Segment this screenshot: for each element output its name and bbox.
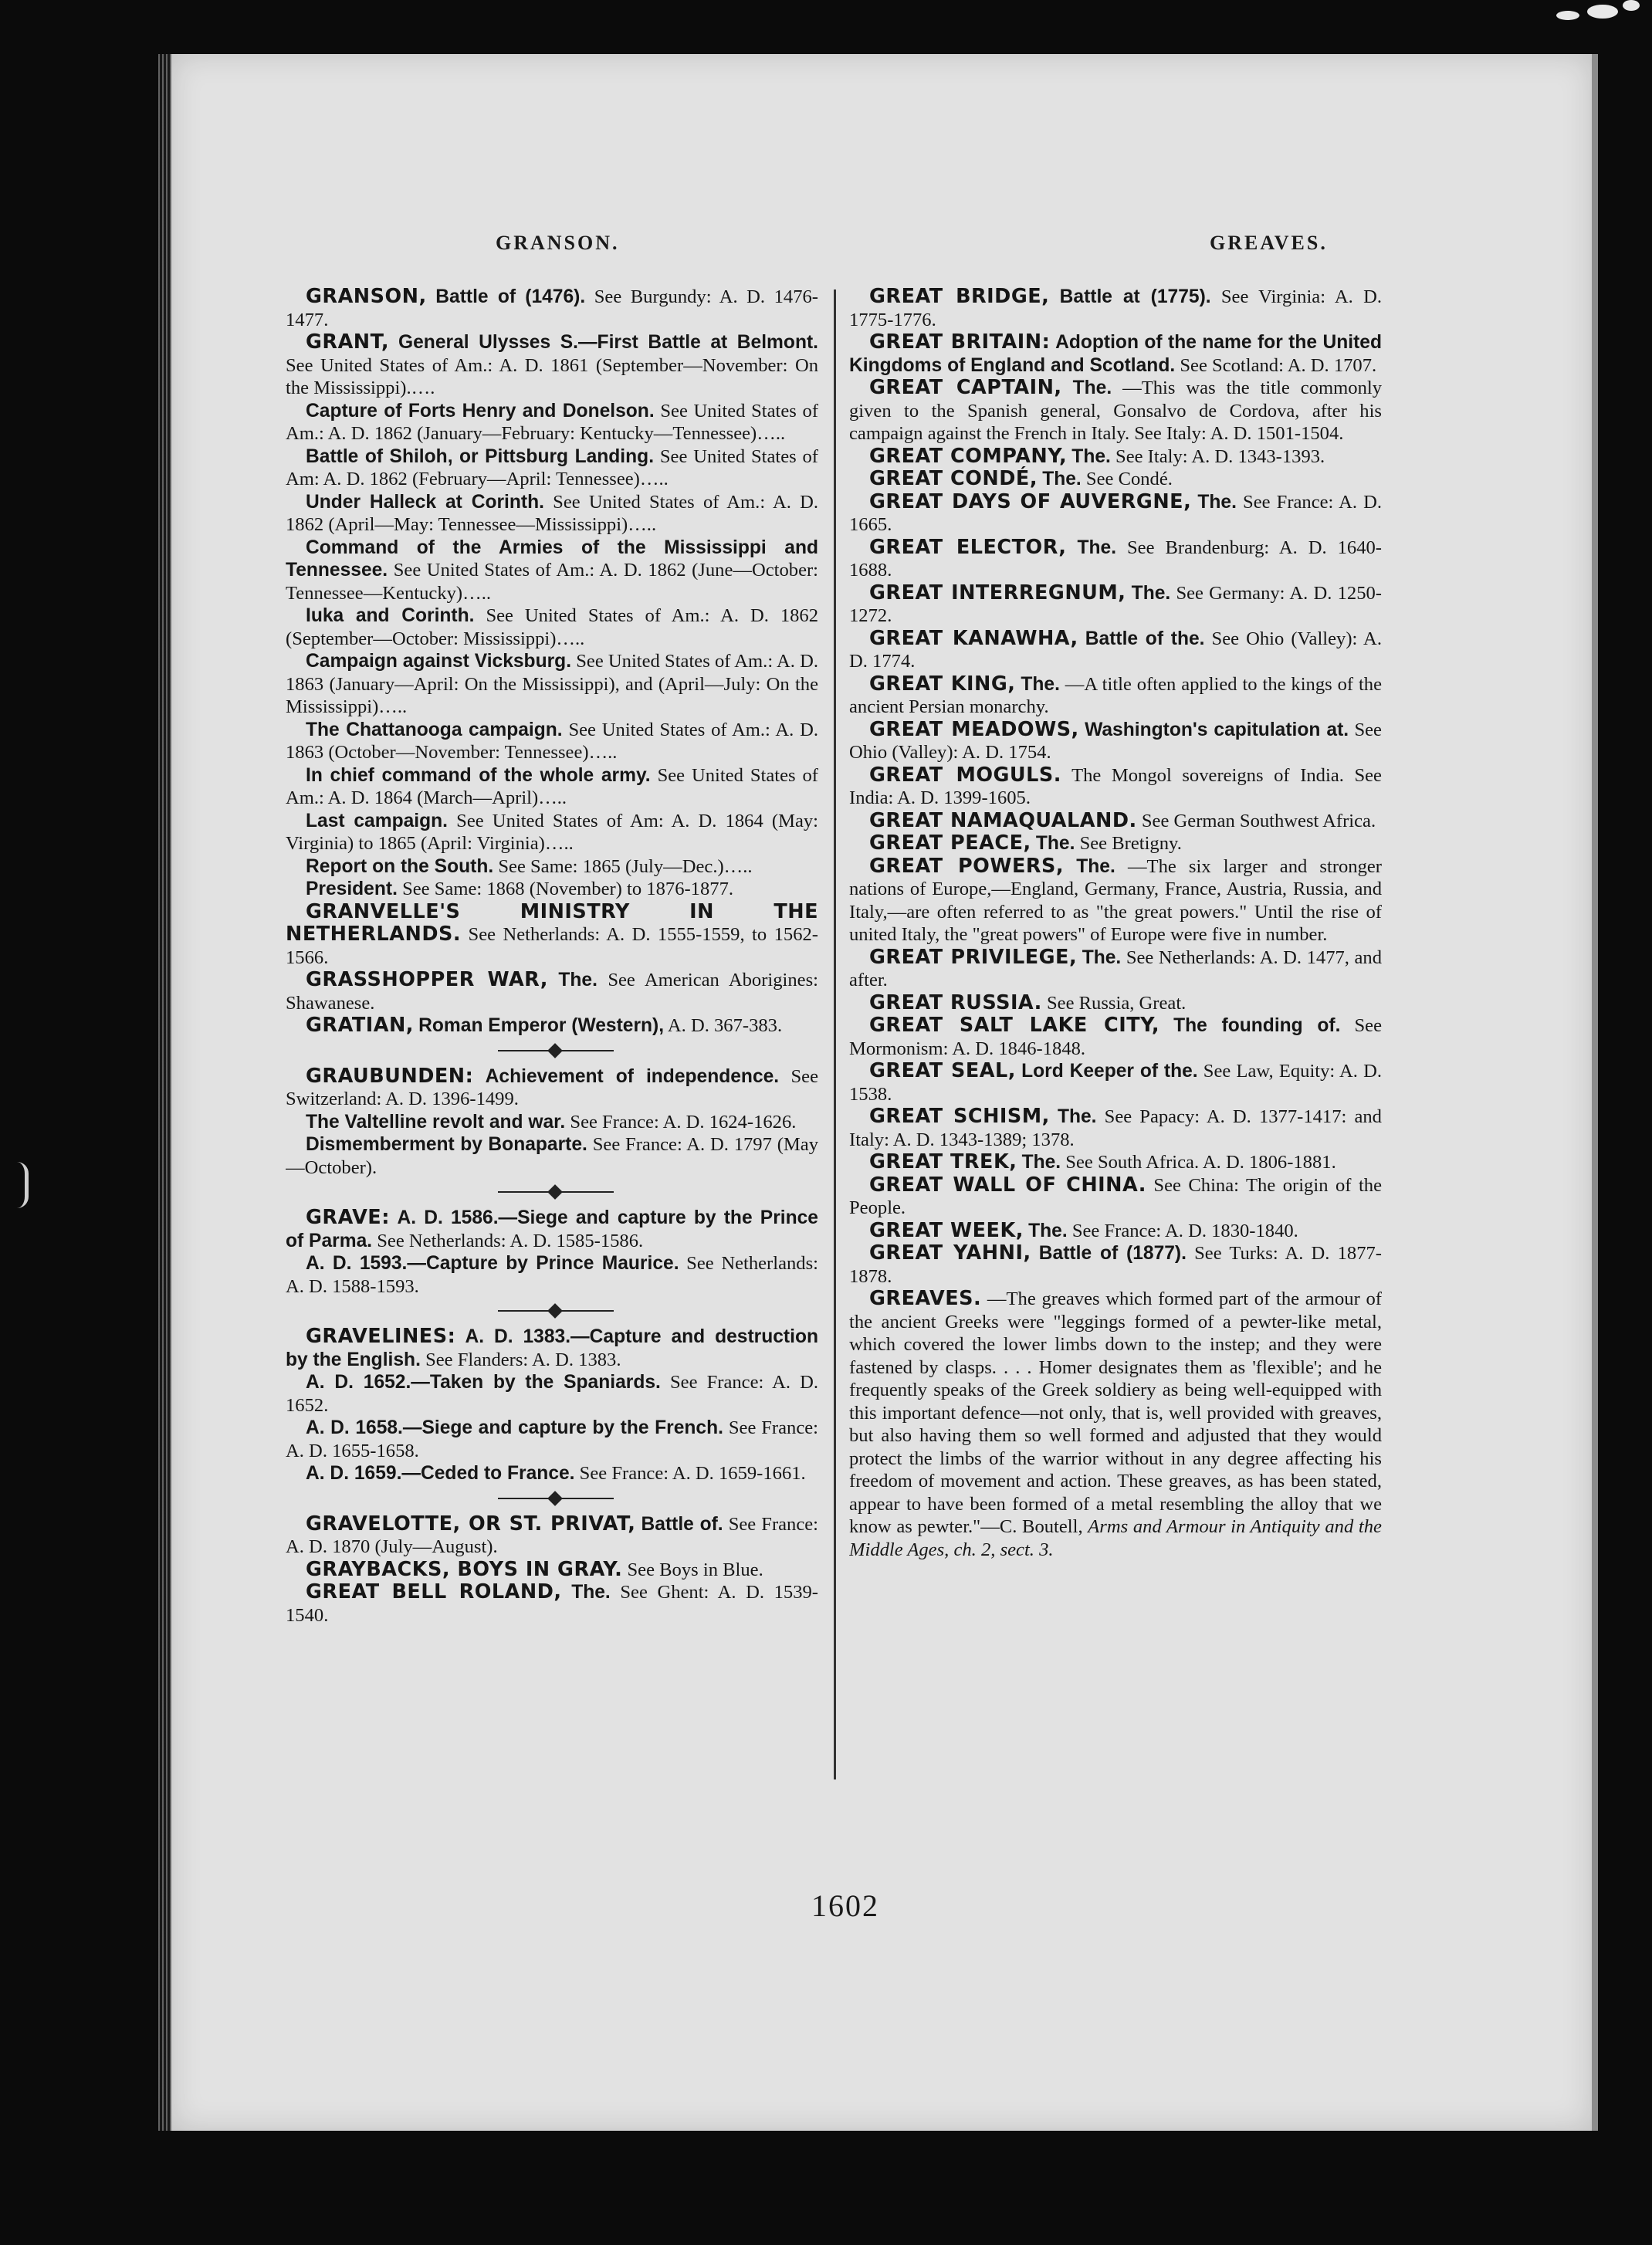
index-entry bbox=[286, 491, 818, 537]
index-entry bbox=[849, 628, 1382, 673]
column-rule bbox=[834, 290, 836, 1779]
entry-reference: See Italy: A. D. 1343-1393. bbox=[1115, 445, 1325, 467]
entry-reference: —The greaves which formed part of the armour of the ancient Greeks were "leggings formed of a pewter-like metal, which covered the lower limbs down to the instep; and they were fastened by clasps. . . . Homer designates them as 'flexible'; and he frequently speaks of the Greek soldiery as being well-equipped with this important defence—not only, that is, well provided with greaves, but also having them so well formed and adjusted that they would protect the limbs of the warrior without in any degree affecting his freedom of movement and action. These greaves, as has been stated, appear to have been formed of a metal resembling the alloy that we know as pewter."—C. Boutell, bbox=[849, 1288, 1382, 1537]
entry-reference: See United States of Am.: A. D. 1862 (April—May: Tennessee—Mississippi)….. bbox=[286, 491, 818, 535]
index-entry bbox=[286, 1111, 818, 1134]
index-entry bbox=[286, 810, 818, 855]
entry-reference: See Virginia: A. D. 1775-1776. bbox=[849, 286, 1382, 330]
entry-reference: See Netherlands: A. D. 1555-1559, to 1562-1566. bbox=[286, 924, 818, 968]
entry-reference: See South Africa. A. D. 1806-1881. bbox=[1065, 1152, 1336, 1173]
index-entry bbox=[286, 286, 818, 331]
entry-reference: See German Southwest Africa. bbox=[1141, 810, 1376, 831]
entry-subject: The Valtelline revolt and war. bbox=[306, 1111, 566, 1133]
entry-reference: See China: The origin of the People. bbox=[849, 1174, 1382, 1218]
index-entry bbox=[286, 901, 818, 970]
entry-subject: A. D. 1652.—Taken by the Spaniards. bbox=[306, 1372, 661, 1393]
scan-artifact-mark-top-right bbox=[1549, 0, 1641, 31]
entry-reference: See Russia, Great. bbox=[1046, 992, 1187, 1014]
entry-reference: See Mormonism: A. D. 1846-1848. bbox=[849, 1015, 1382, 1059]
entry-subject: Achievement of independence. bbox=[485, 1065, 780, 1087]
entry-subject: Battle of Shiloh, or Pittsburg Landing. bbox=[306, 445, 655, 467]
entry-headword: GREAT PRIVILEGE, bbox=[869, 945, 1078, 969]
entry-subject: The founding of. bbox=[1173, 1015, 1341, 1036]
entry-reference: See United States of Am.: A. D. 1863 (January—April: On the Mississippi), and (April—July: On the Mississippi)….. bbox=[286, 651, 818, 717]
entry-subject: In chief command of the whole army. bbox=[306, 764, 651, 786]
entry-subject: Campaign against Vicksburg. bbox=[306, 651, 572, 672]
entry-subject: Command of the Armies of the Mississippi and Tennessee. bbox=[286, 537, 818, 581]
entry-subject: The. bbox=[1197, 491, 1237, 513]
entry-headword: GREAT COMPANY, bbox=[869, 444, 1068, 468]
entry-subject: General Ulysses S.—First Battle at Belmont. bbox=[398, 332, 818, 353]
entry-subject: Iuka and Corinth. bbox=[306, 605, 475, 626]
entry-headword: GREAT RUSSIA. bbox=[869, 990, 1042, 1014]
entry-subject: Under Halleck at Corinth. bbox=[306, 491, 544, 513]
entry-subject: The. bbox=[558, 970, 597, 990]
entry-reference: See Netherlands: A. D. 1585-1586. bbox=[377, 1230, 644, 1251]
index-entry bbox=[286, 331, 818, 400]
entry-reference: See Papacy: A. D. 1377-1417: and Italy: A. D. 1343-1389; 1378. bbox=[849, 1106, 1382, 1150]
entry-subject: The. bbox=[1035, 833, 1075, 854]
entry-headword: GREAT WEEK, bbox=[869, 1218, 1024, 1242]
entry-headword: GREAT NAMAQUALAND. bbox=[869, 808, 1137, 832]
entry-headword: GREAT BRITAIN: bbox=[869, 330, 1051, 354]
index-entry bbox=[286, 1065, 818, 1111]
index-entry bbox=[849, 855, 1382, 946]
entry-subject: Battle of. bbox=[641, 1513, 723, 1535]
entry-subject: A. D. 1593.—Capture by Prince Maurice. bbox=[306, 1253, 679, 1274]
entry-subject: The. bbox=[1021, 673, 1060, 695]
entry-reference: See Netherlands: A. D. 1477, and after. bbox=[849, 946, 1382, 990]
index-entry bbox=[286, 764, 818, 810]
entry-headword: GREAT MEADOWS, bbox=[869, 717, 1079, 741]
entry-reference: See France: A. D. 1624-1626. bbox=[570, 1111, 797, 1133]
index-entry bbox=[849, 468, 1382, 491]
entry-headword: GRANSON, bbox=[306, 286, 427, 308]
entry-reference: See United States of Am.: A. D. 1862 (June—October: Tennessee—Kentucky)….. bbox=[286, 560, 818, 604]
index-entry bbox=[849, 1288, 1382, 1561]
page-number: 1602 bbox=[811, 1888, 879, 1923]
entry-reference: See France: A. D. 1655-1658. bbox=[286, 1417, 818, 1461]
entry-subject: Battle of (1476). bbox=[435, 286, 586, 307]
entry-citation: Arms and Armour in Antiquity and the Middle Ages, ch. 2, sect. 3. bbox=[849, 1516, 1382, 1560]
entry-headword: GREAT TREK, bbox=[869, 1150, 1017, 1173]
entry-reference: See Ohio (Valley): A. D. 1774. bbox=[849, 628, 1382, 672]
entry-headword: GRANT, bbox=[306, 330, 390, 354]
entry-reference: —The six larger and stronger nations of Europe,—England, Germany, France, Austria, Russia, and Italy,—are often referred to as "the great powers." Until the rise of united Italy, the "great powers" of Europe were five in number. bbox=[849, 855, 1382, 945]
index-entry bbox=[849, 810, 1382, 833]
entry-subject: The. bbox=[571, 1582, 611, 1603]
index-entry bbox=[849, 719, 1382, 764]
entry-reference: See France: A. D. 1652. bbox=[286, 1372, 818, 1416]
entry-reference: See Ghent: A. D. 1539-1540. bbox=[286, 1582, 818, 1626]
entry-subject: The. bbox=[1072, 378, 1112, 398]
entry-reference: See France: A. D. 1797 (May—October). bbox=[286, 1134, 818, 1178]
entry-headword: GREAT MOGULS. bbox=[869, 763, 1061, 787]
entry-subject: Adoption of the name for the United Kingdoms of England and Scotland. bbox=[849, 332, 1382, 376]
entry-reference: See Brandenburg: A. D. 1640-1688. bbox=[849, 537, 1382, 581]
entry-subject: The. bbox=[1021, 1152, 1061, 1173]
entry-headword: GRAYBACKS, BOYS IN GRAY. bbox=[306, 1557, 623, 1581]
entry-subject: Dismemberment by Bonaparte. bbox=[306, 1134, 587, 1155]
index-entry bbox=[849, 377, 1382, 445]
entry-headword: GRAVE: bbox=[306, 1206, 390, 1229]
index-entry bbox=[286, 650, 818, 719]
entry-headword: GRAUBUNDEN: bbox=[306, 1064, 474, 1088]
left-column bbox=[286, 286, 818, 1845]
index-entry bbox=[286, 1326, 818, 1371]
index-entry bbox=[849, 491, 1382, 537]
index-entry bbox=[849, 1151, 1382, 1174]
entry-headword: GREAT PEACE, bbox=[869, 831, 1031, 855]
entry-headword: GREAT YAHNI, bbox=[869, 1241, 1031, 1265]
entry-headword: GRANVELLE'S MINISTRY IN THE NETHERLANDS. bbox=[286, 899, 818, 946]
entry-reference: See France: A. D. 1830-1840. bbox=[1071, 1220, 1298, 1241]
entry-reference: See Scotland: A. D. 1707. bbox=[1180, 354, 1377, 376]
index-entry bbox=[286, 1417, 818, 1462]
entry-subject: The. bbox=[1077, 537, 1117, 558]
index-entry bbox=[286, 1513, 818, 1559]
entry-subject: A. D. 1658.—Siege and capture by the French. bbox=[306, 1417, 723, 1438]
entry-subject: The. bbox=[1057, 1106, 1097, 1127]
entry-reference: See Law, Equity: A. D. 1538. bbox=[849, 1061, 1382, 1105]
entry-subject: The. bbox=[1131, 582, 1171, 604]
entry-headword: GREAT ELECTOR, bbox=[869, 535, 1067, 559]
index-entry bbox=[849, 331, 1382, 377]
entry-reference: See Same: 1868 (November) to 1876-1877. bbox=[402, 879, 734, 899]
entry-headword: GREAT SEAL, bbox=[869, 1059, 1016, 1082]
entry-headword: GREAT BRIDGE, bbox=[869, 286, 1050, 308]
entry-headword: GRATIAN, bbox=[306, 1014, 414, 1037]
scan-binding-edge bbox=[158, 54, 172, 2131]
entry-subject: The. bbox=[1028, 1220, 1068, 1241]
index-entry bbox=[286, 1207, 818, 1252]
index-entry bbox=[849, 286, 1382, 331]
index-entry bbox=[849, 1014, 1382, 1060]
entry-reference: See Switzerland: A. D. 1396-1499. bbox=[286, 1065, 818, 1109]
entry-reference: See Bretigny. bbox=[1079, 833, 1182, 854]
scan-artifact-mark bbox=[17, 1162, 29, 1208]
entry-subject: Battle of the. bbox=[1085, 628, 1205, 649]
index-entry bbox=[849, 992, 1382, 1015]
index-entry bbox=[286, 878, 818, 901]
entry-headword: GRAVELINES: bbox=[306, 1325, 456, 1348]
entry-subject: Capture of Forts Henry and Donelson. bbox=[306, 400, 655, 422]
entry-subject: The. bbox=[1076, 855, 1115, 877]
entry-subject: A. D. 1659.—Ceded to France. bbox=[306, 1463, 575, 1484]
entry-subject: Battle of (1877). bbox=[1038, 1243, 1187, 1264]
index-entry bbox=[849, 1060, 1382, 1106]
entry-reference: See France: A. D. 1659-1661. bbox=[579, 1463, 806, 1484]
entry-reference: See United States of Am.: A. D. 1862 (January—February: Kentucky—Tennessee)….. bbox=[286, 400, 818, 444]
entry-headword: GREAVES. bbox=[869, 1287, 982, 1310]
section-ornament bbox=[286, 1042, 818, 1059]
index-entry bbox=[849, 1220, 1382, 1243]
entry-reference: See United States of Am: A. D. 1862 (February—April: Tennessee)….. bbox=[286, 445, 818, 489]
index-entry bbox=[286, 969, 818, 1014]
index-entry bbox=[286, 537, 818, 605]
entry-headword: GREAT KING, bbox=[869, 672, 1016, 696]
entry-headword: GREAT CAPTAIN, bbox=[869, 376, 1062, 399]
entry-subject: Washington's capitulation at. bbox=[1085, 719, 1349, 740]
index-entry bbox=[849, 1242, 1382, 1288]
entry-headword: GREAT INTERREGNUM, bbox=[869, 581, 1126, 604]
entry-subject: A. D. 1586.—Siege and capture by the Prince of Parma. bbox=[286, 1207, 818, 1251]
entry-headword: GREAT CONDÉ, bbox=[869, 467, 1038, 490]
entry-headword: GREAT WALL OF CHINA. bbox=[869, 1173, 1146, 1197]
section-ornament bbox=[286, 1302, 818, 1319]
entry-reference: See United States of Am.: A. D. 1861 (September—November: On the Mississippi).…. bbox=[286, 354, 818, 398]
entry-headword: GREAT SALT LAKE CITY, bbox=[869, 1014, 1160, 1037]
entry-subject: President. bbox=[306, 879, 398, 899]
section-ornament bbox=[286, 1490, 818, 1507]
entry-subject: Lord Keeper of the. bbox=[1021, 1061, 1198, 1082]
index-entry bbox=[849, 537, 1382, 582]
entry-headword: GREAT POWERS, bbox=[869, 854, 1065, 878]
index-entry bbox=[286, 1014, 818, 1038]
index-entry bbox=[286, 400, 818, 445]
entry-headword: GREAT BELL ROLAND, bbox=[306, 1580, 562, 1603]
entry-reference: See Condé. bbox=[1085, 469, 1173, 489]
index-entry bbox=[286, 604, 818, 650]
entry-reference: See United States of Am: A. D. 1864 (May: Virginia) to 1865 (April: Virginia)….. bbox=[286, 810, 818, 854]
entry-subject: The. bbox=[1042, 469, 1082, 489]
index-entry bbox=[286, 1559, 818, 1582]
entry-reference: See France: A. D. 1870 (July—August). bbox=[286, 1513, 818, 1557]
entry-headword: GRASSHOPPER WAR, bbox=[306, 968, 548, 991]
index-entry bbox=[286, 1581, 818, 1627]
index-entry bbox=[849, 1106, 1382, 1151]
right-column bbox=[849, 286, 1382, 1845]
entry-subject: The Chattanooga campaign. bbox=[306, 719, 563, 740]
index-entry bbox=[849, 582, 1382, 628]
entry-reference: See United States of Am.: A. D. 1863 (October—November: Tennessee)….. bbox=[286, 719, 818, 763]
index-entry bbox=[286, 1462, 818, 1485]
entry-reference: See Boys in Blue. bbox=[627, 1559, 763, 1580]
running-head-left: GRANSON. bbox=[496, 232, 620, 254]
index-entry bbox=[286, 1133, 818, 1179]
entry-headword: GREAT SCHISM, bbox=[869, 1105, 1050, 1128]
index-entry bbox=[849, 673, 1382, 719]
entry-reference: See American Aborigines: Shawanese. bbox=[286, 970, 818, 1014]
entry-reference: See Turks: A. D. 1877-1878. bbox=[849, 1243, 1382, 1287]
entry-headword: GRAVELOTTE, OR ST. PRIVAT, bbox=[306, 1512, 636, 1536]
entry-reference: See United States of Am.: A. D. 1864 (March—April)….. bbox=[286, 764, 818, 808]
entry-reference: The Mongol sovereigns of India. See India: A. D. 1399-1605. bbox=[849, 764, 1382, 808]
index-entry bbox=[849, 832, 1382, 855]
index-entry bbox=[849, 1174, 1382, 1220]
entry-reference: A. D. 367-383. bbox=[667, 1015, 783, 1036]
index-entry bbox=[286, 719, 818, 764]
entry-reference: —This was the title commonly given to the Spanish general, Gonsalvo de Cordova, after his campaign against the French in Italy. See Italy: A. D. 1501-1504. bbox=[849, 378, 1382, 444]
entry-subject: Last campaign. bbox=[306, 810, 449, 831]
entry-subject: A. D. 1383.—Capture and destruction by the English. bbox=[286, 1326, 818, 1370]
index-entry bbox=[286, 1371, 818, 1417]
section-ornament bbox=[286, 1183, 818, 1200]
entry-reference: See Germany: A. D. 1250-1272. bbox=[849, 582, 1382, 626]
entry-subject: Roman Emperor (Western), bbox=[418, 1015, 665, 1036]
entry-headword: GREAT KANAWHA, bbox=[869, 626, 1078, 650]
running-head bbox=[171, 232, 1592, 262]
index-entry bbox=[286, 445, 818, 491]
entry-reference: See Burgundy: A. D. 1476-1477. bbox=[286, 286, 818, 330]
entry-reference: See Flanders: A. D. 1383. bbox=[425, 1349, 621, 1370]
entry-reference: See Netherlands: A. D. 1588-1593. bbox=[286, 1253, 818, 1297]
index-entry bbox=[286, 855, 818, 879]
entry-subject: The. bbox=[1082, 946, 1122, 968]
entry-headword: GREAT DAYS OF AUVERGNE, bbox=[869, 489, 1192, 513]
entry-reference: See France: A. D. 1665. bbox=[849, 491, 1382, 535]
index-entry bbox=[849, 946, 1382, 992]
index-entry bbox=[286, 1252, 818, 1298]
entry-reference: See Same: 1865 (July—Dec.)….. bbox=[498, 855, 753, 877]
entry-reference: —A title often applied to the kings of the ancient Persian monarchy. bbox=[849, 673, 1382, 717]
index-entry bbox=[849, 445, 1382, 469]
entry-subject: Battle at (1775). bbox=[1059, 286, 1211, 307]
entry-subject: The. bbox=[1071, 445, 1111, 467]
entry-reference: See United States of Am.: A. D. 1862 (September—October: Mississippi)….. bbox=[286, 605, 818, 649]
entry-reference: See Ohio (Valley): A. D. 1754. bbox=[849, 719, 1382, 763]
index-entry bbox=[849, 764, 1382, 810]
entry-subject: Report on the South. bbox=[306, 855, 494, 877]
running-head-right: GREAVES. bbox=[1210, 232, 1328, 254]
